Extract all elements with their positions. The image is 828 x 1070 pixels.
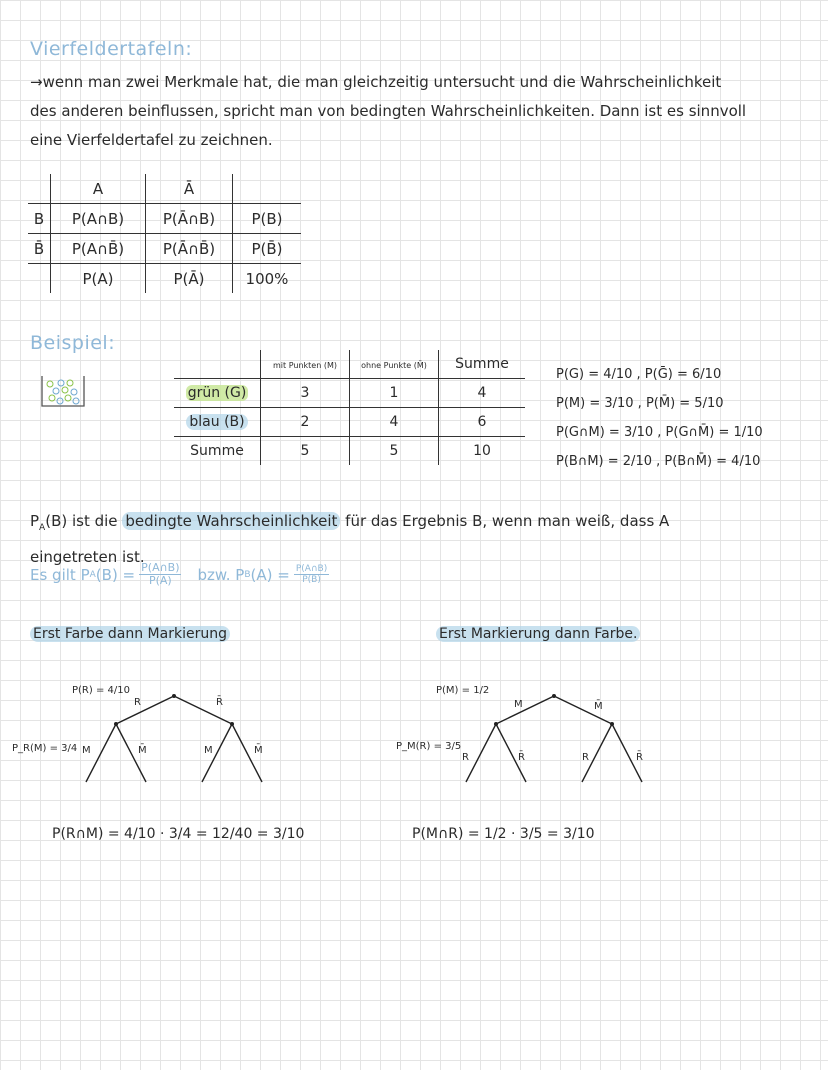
table-cell: P(Ā∩B̄) [146,234,233,264]
text-fragment: B [244,569,251,580]
table-cell [350,350,439,379]
tree2-top-prob: P(M) = 1/2 [436,685,490,696]
table-row [28,174,301,204]
tree2-leaf: R̄ [518,752,525,763]
tree2-branch-right: M̄ [594,701,603,712]
definition-line-2: eingetreten ist. [30,548,145,566]
table-cell: P(Ā∩B) [146,204,233,234]
header-ohne-punkte: ohne Punkte (M̄) [361,361,427,370]
tree1-title [30,626,230,642]
tree1-cond-prob: P_R(M) = 3/4 [12,743,78,754]
table-cell: P(B̄) [233,234,302,264]
page-title: Vierfeldertafeln: [30,38,193,60]
tree2-leaf: R̄ [636,752,643,763]
text-fragment: A [89,569,96,580]
table-cell: 100% [233,264,302,294]
table-cell: Summe [190,443,244,459]
header-mit-punkten: mit Punkten (M) [273,361,337,370]
table-row [174,437,525,466]
tree2-leaf: R [582,752,589,763]
table-row [28,264,301,294]
table-row [174,350,525,379]
table-cell: 4 [350,408,439,437]
table-cell: 3 [261,379,350,408]
tree2-leaf: R [462,752,469,763]
probability-line: P(G) = 4/10 , P(Ḡ) = 6/10 [556,367,722,382]
tree1-leaf: M [82,745,91,756]
intro-text [30,68,810,155]
row-label-blau: blau (B) [186,414,247,430]
table-cell [233,174,302,204]
probability-line: P(B∩M) = 2/10 , P(B∩M̄) = 4/10 [556,454,761,469]
text-fragment: (B) = [95,565,136,584]
tree1-result: P(R∩M) = 4/10 · 3/4 = 12/40 = 3/10 [52,826,305,842]
table-cell: Ā [146,174,233,204]
table-cell: B̄ [28,234,51,264]
tree1-leaf: M̄ [254,745,263,756]
table-cell: P(A) [51,264,146,294]
table-row [28,234,301,264]
fraction-denominator: P(A) [148,574,172,587]
fraction-denominator: P(B) [302,575,321,585]
tree1-diagram [0,680,300,790]
tree1-leaf: M [204,745,213,756]
table-cell [28,264,51,294]
probability-line: P(M) = 3/10 , P(M̄) = 5/10 [556,396,724,411]
conditional-formula [30,562,329,587]
highlight-bedingte-wahrscheinlichkeit: bedingte Wahrscheinlichkeit [122,512,340,530]
tree1-title-text: Erst Farbe dann Markierung [30,626,230,642]
text-fragment: A [39,523,46,533]
text-fragment: (B) ist die [45,512,123,530]
tree2-title-text: Erst Markierung dann Farbe. [436,626,640,642]
probability-line: P(G∩M) = 3/10 , P(G∩M̄) = 1/10 [556,425,763,440]
table-cell [174,379,261,408]
table-cell: 5 [350,437,439,466]
table-cell: P(A∩B) [51,204,146,234]
text-fragment: für das Ergebnis B, wenn man weiß, dass A [340,512,670,530]
table-cell: 2 [261,408,350,437]
tree2-result: P(M∩R) = 1/2 · 3/5 = 3/10 [412,826,595,842]
table-cell [174,408,261,437]
tree1-leaf: M̄ [138,745,147,756]
tree2-diagram [400,680,700,790]
tree1-top-prob: P(R) = 4/10 [72,685,130,696]
table-cell: B [28,204,51,234]
text-fragment: bzw. P [197,565,245,584]
intro-line-2: des anderen beinflussen, spricht man von bedingten Wahrscheinlichkeiten. Dann ist es sinnvoll [30,102,747,120]
table-cell [261,350,350,379]
example-table [174,350,525,465]
intro-line-1: →wenn man zwei Merkmale hat, die man gleichzeitig untersucht und die Wahrscheinlichkeit [30,73,722,91]
tree1-branch-left: R [134,697,141,708]
table-cell: Summe [439,350,526,379]
table-cell: 1 [350,379,439,408]
tree2-cond-prob: P_M(R) = 3/5 [396,741,462,752]
vierfeldertafel-table [28,174,301,293]
probability-list [556,360,763,476]
text-fragment: (A) = [250,565,290,584]
text-fragment: P [30,512,40,530]
fraction [139,562,181,587]
table-row [28,204,301,234]
fraction-numerator: P(A∩B) [141,561,180,574]
example-label: Beispiel: [30,332,116,354]
row-label-gruen: grün (G) [187,385,247,401]
table-cell: P(A∩B̄) [51,234,146,264]
intro-line-3: eine Vierfeldertafel zu zeichnen. [30,131,273,149]
table-cell: P(Ā) [146,264,233,294]
table-cell: 6 [439,408,526,437]
table-cell: A [51,174,146,204]
fraction [294,564,329,585]
table-cell: 4 [439,379,526,408]
table-cell: P(B) [233,204,302,234]
table-cell [28,174,51,204]
table-row [174,408,525,437]
tree1-branch-right: R̄ [216,697,223,708]
text-fragment: Es gilt P [30,565,90,584]
tree2-branch-left: M [514,699,523,710]
definition-line-1 [30,507,669,543]
fraction-numerator: P(A∩B) [295,564,328,574]
table-cell: 10 [439,437,526,466]
marble-jar-icon [38,374,90,410]
table-cell: 5 [261,437,350,466]
tree2-title [436,626,640,642]
table-cell [174,350,261,379]
table-row [174,379,525,408]
